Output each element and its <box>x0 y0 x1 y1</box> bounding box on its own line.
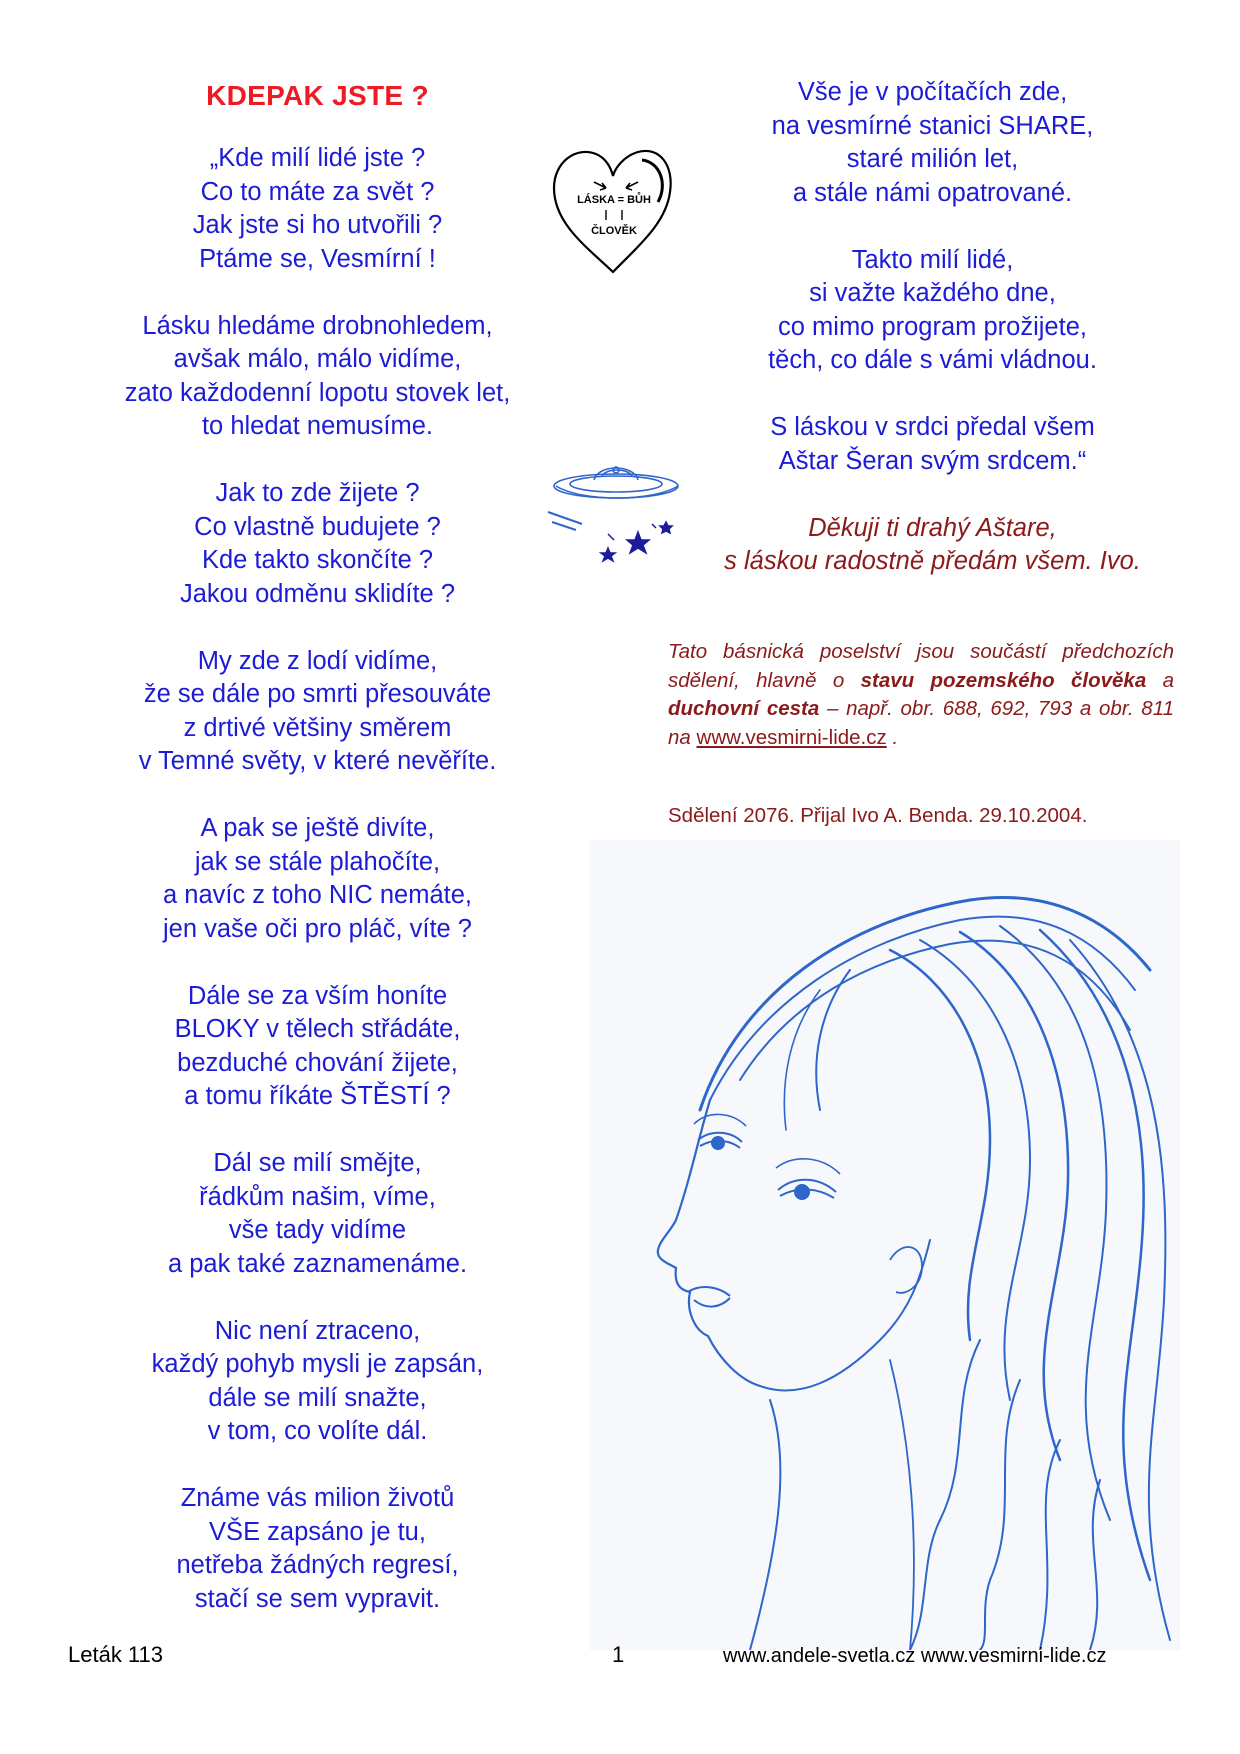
verse-line: a pak také zaznamenáme. <box>167 1249 468 1278</box>
verse-line: a navíc z toho NIC nemáte, <box>163 881 472 909</box>
verse-line: bezduché chování žijete, <box>177 1048 458 1077</box>
thanks-line: s láskou radostně předám všem. Ivo. <box>724 547 1141 575</box>
note-link[interactable]: www.vesmirni-lide.cz <box>696 725 887 749</box>
verse-line: My zde z lodí vidíme, <box>197 646 438 675</box>
portrait-sketch <box>590 840 1180 1650</box>
stanza <box>80 1315 555 1449</box>
stanza <box>655 411 1210 478</box>
heart-connector-icon <box>606 210 622 220</box>
thanks-block <box>655 512 1210 579</box>
stanza <box>80 1147 555 1281</box>
verse-line: staré milión let, <box>846 145 1019 173</box>
verse-line: Lásku hledáme drobnohledem, <box>142 311 493 340</box>
arrow-left-icon <box>594 182 606 190</box>
stanza <box>80 310 555 444</box>
stanza <box>80 477 555 611</box>
footer-leaflet-number: Leták 113 <box>68 1642 164 1667</box>
face-outline-icon <box>658 1100 930 1650</box>
mouth-icon <box>688 1287 730 1307</box>
verse-line: S láskou v srdci předal všem <box>770 413 1095 441</box>
verse-line: Aštar Šeran svým srdcem.“ <box>778 446 1087 475</box>
verse-line: avšak málo, málo vidíme, <box>173 345 462 373</box>
verse-line: že se dále po smrti přesouváte <box>143 680 492 708</box>
verse-line: každý pohyb mysli je zapsán, <box>151 1350 484 1378</box>
verse-line: z drtivé většiny směrem <box>183 713 452 742</box>
verse-line: co mimo program prožijete, <box>778 312 1087 341</box>
stanza <box>80 980 555 1114</box>
ear-icon <box>890 1247 922 1293</box>
verse-line: Nic není ztraceno, <box>214 1316 421 1345</box>
verse-line: „Kde milí lidé jste ? <box>209 144 426 172</box>
heart-bottom-text: ČLOVĚK <box>591 225 637 237</box>
speed-lines-icon <box>548 512 582 530</box>
verse-line: Jakou odměnu sklidíte ? <box>180 579 455 608</box>
footer-page-number: 1 <box>612 1642 625 1667</box>
stanza <box>80 645 555 779</box>
note-end: . <box>892 725 899 749</box>
verse-line: v Temné světy, v které nevěříte. <box>138 747 497 775</box>
verse-line: těch, co dále s vámi vládnou. <box>768 346 1097 374</box>
stanza <box>80 1482 555 1616</box>
signature-line: Sdělení 2076. Přijal Ivo A. Benda. 29.10.2004. <box>668 804 1088 827</box>
poem-right-column <box>655 76 1210 579</box>
verse-line: Známe vás milion životů <box>180 1484 455 1512</box>
footer-websites[interactable]: www.andele-svetla.cz www.vesmirni-lide.cz <box>723 1645 1107 1667</box>
verse-line: Dále se za vším honíte <box>187 981 448 1010</box>
verse-line: zato každodenní lopotu stovek let, <box>124 378 511 407</box>
verse-line: netřeba žádných regresí, <box>176 1551 459 1579</box>
note-text-2: a <box>1162 668 1174 692</box>
verse-line: Ptáme se, Vesmírní ! <box>199 244 436 273</box>
verse-line: a stále námi opatrované. <box>792 178 1073 207</box>
eye-right-icon <box>776 1159 840 1199</box>
thanks-line: Děkuji ti drahý Aštare, <box>808 513 1057 542</box>
verse-line: dále se milí snažte, <box>208 1383 427 1412</box>
poem-title: KDEPAK JSTE ? <box>206 80 429 111</box>
heart-outline-icon <box>554 151 671 272</box>
note-text-3: – např. obr. 688, 692, 793 a obr. 811 na <box>668 697 1174 749</box>
stanza <box>655 244 1210 378</box>
heart-top-text: LÁSKA = BŮH <box>577 194 651 206</box>
arrow-right-icon <box>626 182 638 190</box>
verse-line: Jak to zde žijete ? <box>215 479 420 507</box>
verse-line: A pak se ještě divíte, <box>200 814 435 842</box>
stanza <box>80 142 555 276</box>
poem-left-column <box>80 78 555 1650</box>
verse-line: to hledat nemusíme. <box>201 412 434 440</box>
left-stanzas <box>80 142 555 1616</box>
note-bold-1: stavu pozemského člověka <box>860 668 1147 692</box>
note-bold-2: duchovní cesta <box>668 697 820 720</box>
verse-line: jen vaše oči pro pláč, víte ? <box>162 914 472 943</box>
verse-line: řádkům našim, víme, <box>199 1182 436 1211</box>
verse-line: Co vlastně budujete ? <box>194 512 441 541</box>
verse-line: jak se stále plahočíte, <box>194 847 441 876</box>
verse-line: Kde takto skončíte ? <box>201 546 434 574</box>
note-paragraph <box>668 638 1174 752</box>
verse-line: si važte každého dne, <box>809 279 1056 307</box>
verse-line: a tomu říkáte ŠTĚSTÍ ? <box>184 1082 451 1110</box>
note-text-1: Tato básnická poselství jsou součástí předchozích sdělení, hlavně o <box>668 640 1174 692</box>
verse-line: BLOKY v tělech střádáte, <box>174 1015 461 1043</box>
verse-line: Jak jste si ho utvořili ? <box>192 211 443 239</box>
right-stanzas <box>655 76 1210 478</box>
stanza <box>655 76 1210 210</box>
verse-line: Vše je v počítačích zde, <box>797 78 1068 106</box>
hair-strands-icon <box>700 897 1170 1650</box>
verse-line: Takto milí lidé, <box>851 245 1014 274</box>
verse-line: Co to máte za svět ? <box>200 177 435 206</box>
verse-line: stačí se sem vypravit. <box>194 1584 441 1613</box>
verse-line: VŠE zapsáno je tu, <box>209 1517 426 1546</box>
stanza <box>80 812 555 946</box>
verse-line: vše tady vidíme <box>228 1216 407 1244</box>
verse-line: Dál se milí smějte, <box>213 1149 422 1177</box>
verse-line: na vesmírné stanici SHARE, <box>771 111 1094 140</box>
verse-line: v tom, co volíte dál. <box>207 1417 428 1445</box>
